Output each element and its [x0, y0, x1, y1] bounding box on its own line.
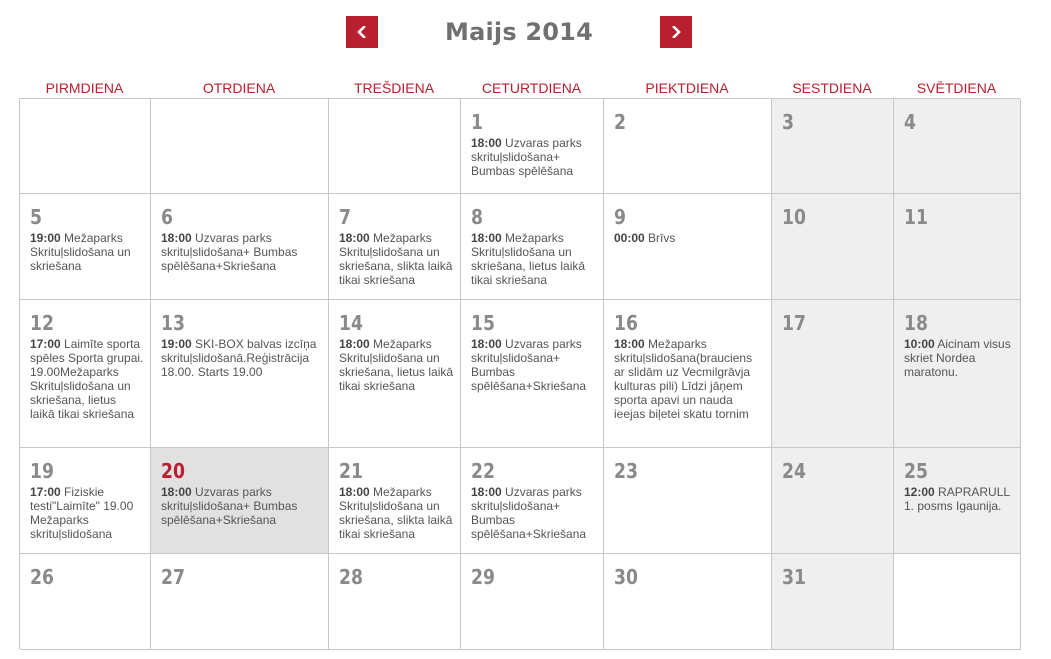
next-month-button[interactable] [660, 16, 692, 48]
weekday-label: SESTDIENA [792, 80, 872, 96]
event-text: Mežaparks Skrituļslidošana un skriešana [30, 231, 131, 273]
day-cell[interactable] [604, 300, 772, 448]
event-time: 18:00 [471, 136, 502, 150]
day-number: 1 [471, 110, 483, 134]
day-number: 2 [614, 110, 626, 134]
calendar-event[interactable] [471, 485, 597, 541]
event-time: 10:00 [904, 337, 935, 351]
calendar-event[interactable] [904, 485, 1014, 513]
day-cell[interactable] [461, 448, 604, 554]
weekday-header [19, 78, 1020, 98]
event-text: Mežaparks Skrituļslidošana un skriešana, lietus laikā tikai skriešana [339, 337, 454, 393]
day-cell[interactable] [151, 554, 329, 650]
event-text: SKI-BOX balvas izcīņa skrituļslidošanā.Reģistrācija 18.00. Starts 19.00 [161, 337, 317, 379]
day-number: 23 [614, 459, 638, 483]
day-number: 6 [161, 205, 173, 229]
day-cell[interactable] [772, 554, 894, 650]
event-text: Uzvaras parks skrituļslidošana+ Bumbas spēlēšana+Skriešana [161, 485, 298, 527]
day-number: 5 [30, 205, 42, 229]
event-text: Brīvs [648, 231, 676, 245]
event-time: 19:00 [161, 337, 192, 351]
day-cell[interactable] [772, 300, 894, 448]
day-cell[interactable] [20, 554, 151, 650]
day-cell[interactable] [151, 194, 329, 300]
event-text: Mežaparks skrituļslidošana(brauciens ar slidām uz Vecmilgrāvja kulturas pili) Līdzi jāņem sporta apavi un nauda ieejas biļetei skatu tornim [614, 337, 753, 421]
empty-day-cell [894, 554, 1021, 650]
event-text: Uzvaras parks skrituļslidošana+ Bumbas spēlēšana [471, 136, 582, 178]
day-number: 8 [471, 205, 483, 229]
calendar-event[interactable] [161, 337, 322, 379]
day-cell[interactable] [329, 554, 461, 650]
event-text: Uzvaras parks skrituļslidošana+ Bumbas spēlēšana+Skriešana [161, 231, 298, 273]
day-number: 10 [782, 205, 806, 229]
event-time: 18:00 [339, 485, 370, 499]
day-cell[interactable] [604, 448, 772, 554]
day-number: 14 [339, 311, 363, 335]
event-time: 00:00 [614, 231, 645, 245]
day-number: 30 [614, 565, 638, 589]
day-number: 17 [782, 311, 806, 335]
day-cell[interactable] [894, 99, 1021, 194]
calendar-event[interactable] [339, 337, 454, 393]
day-cell[interactable] [894, 448, 1021, 554]
weekday-label: PIEKTDIENA [645, 80, 729, 96]
day-number: 29 [471, 565, 495, 589]
day-number: 7 [339, 205, 351, 229]
day-number: 22 [471, 459, 495, 483]
event-text: Fiziskie testi"Laimīte" 19.00 Mežaparks skrituļslidošana [30, 485, 134, 541]
event-time: 18:00 [339, 337, 370, 351]
event-time: 18:00 [161, 485, 192, 499]
day-number: 20 [161, 459, 185, 483]
event-time: 18:00 [614, 337, 645, 351]
day-cell[interactable] [329, 448, 461, 554]
day-number: 25 [904, 459, 928, 483]
calendar-event[interactable] [471, 136, 597, 178]
day-cell[interactable] [329, 194, 461, 300]
day-cell[interactable] [461, 194, 604, 300]
calendar-event[interactable] [471, 337, 597, 393]
calendar-event[interactable] [339, 485, 454, 541]
event-text: Mežaparks Skrituļslidošana un skriešana, slikta laikā tikai skriešana [339, 231, 453, 287]
day-cell[interactable] [461, 554, 604, 650]
day-number: 3 [782, 110, 794, 134]
event-text: Mežaparks Skrituļslidošana un skriešana, slikta laikā tikai skriešana [339, 485, 453, 541]
empty-day-cell [20, 99, 151, 194]
event-text: Mežaparks Skrituļslidošana un skriešana, lietus laikā tikai skriešana [471, 231, 586, 287]
day-number: 26 [30, 565, 54, 589]
weekday-label: SVĒTDIENA [916, 80, 997, 96]
event-time: 18:00 [161, 231, 192, 245]
calendar-event[interactable] [30, 337, 144, 421]
weekday-label: PIRMDIENA [45, 80, 124, 96]
calendar-event[interactable] [904, 337, 1014, 379]
day-cell[interactable] [604, 554, 772, 650]
calendar-event[interactable] [471, 231, 597, 287]
weekday-label: OTRDIENA [202, 80, 276, 96]
calendar-event[interactable] [161, 485, 322, 527]
event-time: 19:00 [30, 231, 61, 245]
day-number: 19 [30, 459, 54, 483]
day-cell[interactable] [894, 300, 1021, 448]
event-text: Uzvaras parks skrituļslidošana+ Bumbas spēlēšana+Skriešana [471, 337, 587, 393]
day-cell[interactable] [894, 194, 1021, 300]
day-cell[interactable] [461, 99, 604, 194]
day-number: 16 [614, 311, 638, 335]
calendar-event[interactable] [614, 231, 765, 245]
day-number: 11 [904, 205, 928, 229]
event-text: RAPRARULL 1. posms Igaunija. [904, 485, 1010, 513]
event-time: 18:00 [339, 231, 370, 245]
day-cell[interactable] [20, 448, 151, 554]
day-number: 9 [614, 205, 626, 229]
event-text: Uzvaras parks skrituļslidošana+ Bumbas spēlēšana+Skriešana [471, 485, 587, 541]
day-cell[interactable] [772, 194, 894, 300]
calendar-event[interactable] [30, 231, 144, 273]
day-number: 4 [904, 110, 916, 134]
chevron-right-icon [671, 26, 681, 38]
empty-day-cell [329, 99, 461, 194]
day-cell[interactable] [20, 300, 151, 448]
event-time: 17:00 [30, 485, 61, 499]
day-cell[interactable] [151, 300, 329, 448]
day-number: 18 [904, 311, 928, 335]
event-time: 12:00 [904, 485, 935, 499]
event-time: 18:00 [471, 231, 502, 245]
day-number: 28 [339, 565, 363, 589]
calendar-event[interactable] [161, 231, 322, 273]
day-cell[interactable] [772, 99, 894, 194]
calendar-event[interactable] [339, 231, 454, 287]
event-text: Aicinam visus skriet Nordea maratonu. [904, 337, 1011, 379]
month-title: Maijs 2014 [445, 18, 593, 46]
day-number: 15 [471, 311, 495, 335]
day-cell[interactable] [151, 448, 329, 554]
day-number: 12 [30, 311, 54, 335]
day-number: 31 [782, 565, 806, 589]
day-cell[interactable] [604, 99, 772, 194]
chevron-left-icon [357, 26, 367, 38]
calendar-event[interactable] [30, 485, 144, 541]
event-time: 18:00 [471, 337, 502, 351]
event-text: Laimīte sporta spēles Sporta grupai. 19.00Mežaparks Skrituļslidošana un skriešana, lietus laikā tikai skriešana [30, 337, 144, 421]
weekday-label: TREŠDIENA [353, 80, 435, 96]
day-cell[interactable] [604, 194, 772, 300]
prev-month-button[interactable] [346, 16, 378, 48]
weekday-label: CETURTDIENA [481, 80, 582, 96]
event-time: 18:00 [471, 485, 502, 499]
day-cell[interactable] [772, 448, 894, 554]
calendar-event[interactable] [614, 337, 765, 421]
day-cell[interactable] [329, 300, 461, 448]
day-number: 24 [782, 459, 806, 483]
day-number: 13 [161, 311, 185, 335]
empty-day-cell [151, 99, 329, 194]
day-number: 27 [161, 565, 185, 589]
day-cell[interactable] [461, 300, 604, 448]
event-time: 17:00 [30, 337, 61, 351]
calendar-grid [19, 98, 1020, 649]
day-number: 21 [339, 459, 363, 483]
day-cell[interactable] [20, 194, 151, 300]
